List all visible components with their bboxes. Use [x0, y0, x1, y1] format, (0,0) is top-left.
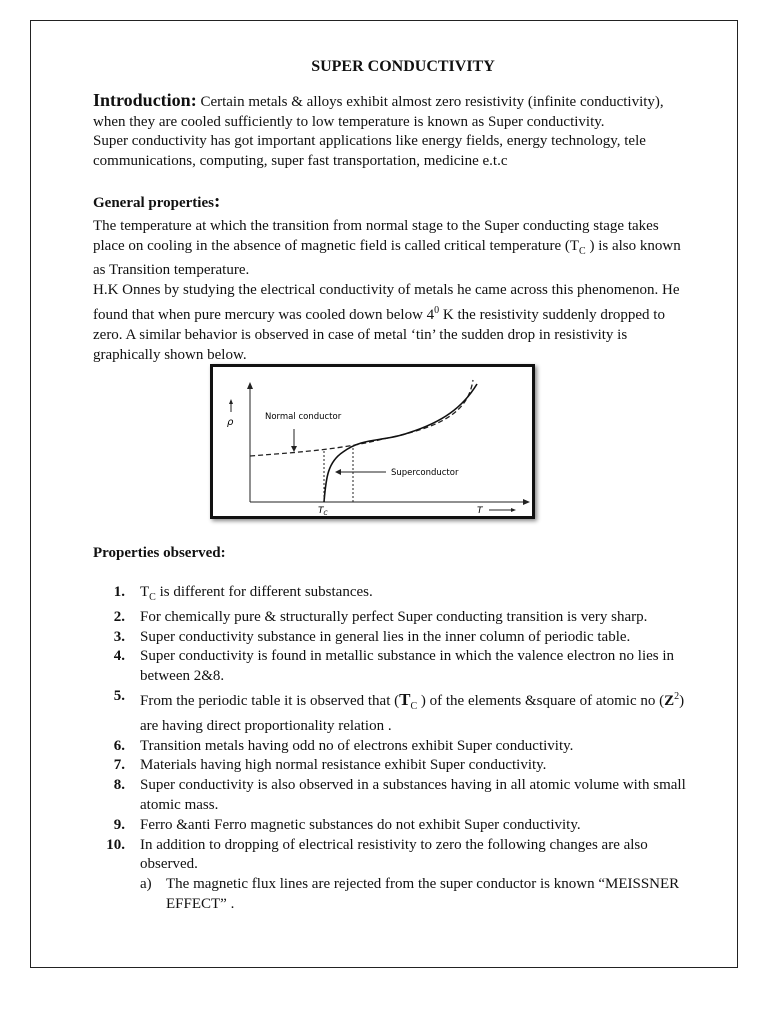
normal-pointer-head — [291, 446, 297, 452]
item-number: 8. — [113, 777, 125, 794]
y-axis-arrow — [247, 382, 253, 389]
item-number: 5. — [113, 687, 125, 704]
item-text: T — [140, 584, 150, 600]
properties-list — [93, 583, 693, 915]
list-item — [93, 628, 693, 648]
superconductor-curve — [324, 384, 477, 502]
item-text: Super conductivity is also observed in a substances having in all atomic volume with small atomic mass. — [140, 777, 686, 813]
tc-symbol: T — [399, 689, 411, 709]
item-text: Super conductivity is found in metallic substance in which the valence electron no lies in between 2&8. — [140, 648, 675, 685]
tc-letter: T — [318, 506, 324, 516]
x-axis-arrow — [523, 499, 530, 505]
p1-sub: C — [579, 245, 586, 257]
item-text: Transition metals having odd no of electrons exhibit Super conductivity. — [140, 737, 574, 754]
tc-sub: C — [323, 510, 328, 516]
list-item — [93, 836, 693, 915]
item-number: 2. — [113, 608, 125, 625]
x-label: T — [477, 506, 483, 516]
z-sup: 2 — [674, 690, 680, 702]
intro-applications: Super conductivity has got important applications like energy fields, energy technology, tele communications, computing, super fast transportation, medicine e.t.c — [93, 133, 646, 170]
p2-text-end: K the resistivity suddenly dropped to zero. A similar behavior is observed in case of metal ‘tin’ the sudden drop in resistivity is graphically shown below. — [93, 306, 665, 363]
item-text: In addition to dropping of electrical resistivity to zero the following changes are also observed. — [140, 836, 648, 873]
z-symbol: Z — [664, 692, 675, 709]
resistivity-graph — [210, 364, 535, 519]
page-title: SUPER CONDUCTIVITY — [311, 58, 495, 75]
gp-colon: : — [213, 190, 221, 212]
list-item — [93, 756, 693, 776]
item-text: Ferro &anti Ferro magnetic substances do not exhibit Super conductivity. — [140, 816, 581, 833]
item-text: is different for different substances. — [155, 584, 373, 600]
critical-temperature-paragraph — [93, 217, 693, 281]
item-number: 9. — [113, 816, 125, 833]
p1-text-end: ) is also known as Transition temperature. — [93, 237, 681, 279]
intro-paragraph — [93, 91, 693, 133]
p2-text: H.K Onnes by studying the electrical conductivity of metals he came across this phenomenon. He found that when pure mercury was cooled down below 4 — [93, 282, 680, 323]
y-label: ρ — [227, 417, 234, 428]
onnes-paragraph — [93, 281, 693, 365]
graph-svg — [213, 367, 532, 516]
general-properties-heading — [93, 192, 693, 214]
intro-text: Certain metals & alloys exhibit almost zero resistivity (infinite conductivity), when they are cooled sufficiently to low temperature is known as Super conductivity. — [93, 93, 664, 130]
sub-item-text: The magnetic flux lines are rejected from the super conductor is known “MEISSNER EFFECT” . — [166, 876, 680, 912]
item-number: 4. — [113, 648, 125, 665]
item-number: 10. — [106, 836, 125, 853]
intro-heading: Introduction: — [93, 89, 197, 110]
item-text: ) are having direct proportionality relation . — [140, 692, 685, 734]
list-item — [93, 687, 693, 737]
tc-sub: C — [410, 700, 418, 712]
item-number: 7. — [113, 757, 125, 774]
document-body — [93, 57, 693, 365]
item-number: 6. — [113, 737, 125, 754]
list-item — [93, 776, 693, 816]
tc-label — [318, 506, 329, 516]
item-text: From the periodic table it is observed that ( — [140, 692, 400, 709]
list-item — [93, 816, 693, 836]
sub-item-label: a) — [140, 876, 152, 893]
superconductor-label: Superconductor — [391, 468, 459, 478]
item-text: For chemically pure & structurally perfect Super conducting transition is very sharp. — [140, 608, 648, 625]
item-text: Super conductivity substance in general lies in the inner column of periodic table. — [140, 628, 631, 645]
t-arrowhead — [511, 508, 516, 512]
list-item — [93, 737, 693, 757]
normal-conductor-label: Normal conductor — [265, 412, 342, 422]
sub-list-item — [140, 875, 693, 915]
properties-heading: Properties observed: — [93, 545, 226, 561]
item-number: 3. — [113, 628, 125, 645]
p1-text: The temperature at which the transition from normal stage to the Super conducting stage takes place on cooling in the absence of magnetic field is called critical temperature (T — [93, 217, 659, 254]
item-number: 1. — [113, 584, 125, 600]
p2-sup: 0 — [434, 304, 440, 316]
item-text: Materials having high normal resistance exhibit Super conductivity. — [140, 757, 547, 774]
list-item — [93, 583, 693, 608]
rho-arrowhead — [229, 399, 233, 404]
list-item — [93, 608, 693, 628]
item-text: ) of the elements &square of atomic no ( — [417, 692, 665, 709]
gp-heading-text: General properties — [93, 194, 214, 211]
list-item — [93, 647, 693, 687]
super-pointer-head — [335, 469, 341, 475]
item-sub: C — [149, 592, 156, 603]
